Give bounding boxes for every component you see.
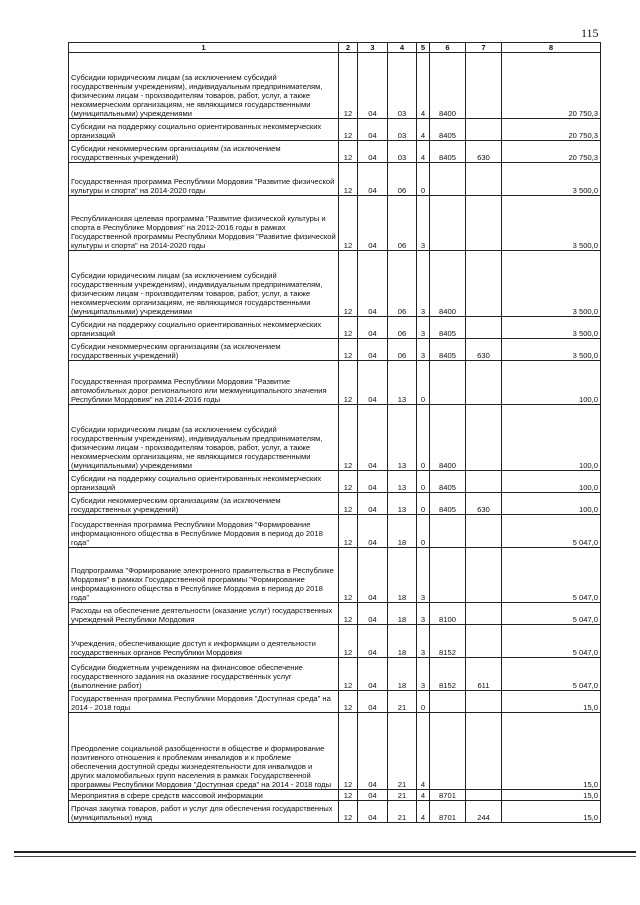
row-name-cell: Подпрограмма "Формирование электронного правительства в Республике Мордовия" в рамках Государственной программы "Формирование информационного общества в Республике Мордовия в период до 2018 года"	[69, 548, 339, 603]
amount-cell: 5 047,0	[502, 625, 601, 658]
row-name-cell: Субсидии юридическим лицам (за исключением субсидий государственным учреждениям), индивидуальным предпринимателям, физическим лицам - производителям товаров, работ, услуг, а также некоммерческим организациям, не являющимся государственными (муниципальными) учреждениями	[69, 53, 339, 119]
row-name-cell: Государственная программа Республики Мордовия "Развитие автомобильных дорог регионального или межмуниципального значения Республики Мордовия" на 2014-2016 годы	[69, 361, 339, 405]
program-code-cell: 13	[388, 361, 417, 405]
section-code-cell: 04	[358, 163, 388, 196]
program-code-cell: 06	[388, 196, 417, 251]
ministry-code-cell: 12	[339, 119, 358, 141]
ministry-code-cell: 12	[339, 317, 358, 339]
ministry-code-cell: 12	[339, 53, 358, 119]
ministry-code-cell: 12	[339, 141, 358, 163]
table-row	[69, 251, 601, 317]
section-code-cell: 04	[358, 691, 388, 713]
amount-cell: 20 750,3	[502, 119, 601, 141]
section-code-cell: 04	[358, 493, 388, 515]
ministry-code-cell: 12	[339, 196, 358, 251]
expense-type-cell	[466, 317, 502, 339]
row-name-cell: Субсидии бюджетным учреждениям на финансовое обеспечение государственного задания на оказание государственных услуг (выполнение работ)	[69, 658, 339, 691]
subprogram-code-cell: 4	[417, 790, 430, 801]
program-code-cell: 18	[388, 515, 417, 548]
amount-cell: 3 500,0	[502, 196, 601, 251]
section-code-cell: 04	[358, 515, 388, 548]
program-code-cell: 21	[388, 691, 417, 713]
ministry-code-cell: 12	[339, 405, 358, 471]
program-code-cell: 13	[388, 471, 417, 493]
item-code-cell	[430, 163, 466, 196]
ministry-code-cell: 12	[339, 603, 358, 625]
item-code-cell	[430, 515, 466, 548]
subprogram-code-cell: 0	[417, 361, 430, 405]
ministry-code-cell: 12	[339, 625, 358, 658]
page-bottom-rule	[14, 851, 636, 853]
section-code-cell: 04	[358, 548, 388, 603]
item-code-cell: 8701	[430, 790, 466, 801]
expense-type-cell	[466, 625, 502, 658]
subprogram-code-cell: 3	[417, 339, 430, 361]
subprogram-code-cell: 4	[417, 119, 430, 141]
ministry-code-cell: 12	[339, 548, 358, 603]
section-code-cell: 04	[358, 625, 388, 658]
column-header: 7	[466, 43, 502, 53]
row-name-cell: Преодоление социальной разобщенности в обществе и формирование позитивного отношения к проблемам инвалидов и к проблеме обеспечения доступной среды жизнедеятельности для инвалидов и других маломобильных групп населения в рамках Государственной программы Республики Мордовия "Доступная среда" на 2014 - 2018 годы	[69, 713, 339, 790]
amount-cell: 100,0	[502, 361, 601, 405]
column-header: 6	[430, 43, 466, 53]
table-row	[69, 339, 601, 361]
expense-type-cell	[466, 515, 502, 548]
table-row	[69, 515, 601, 548]
program-code-cell: 18	[388, 658, 417, 691]
column-header: 2	[339, 43, 358, 53]
section-code-cell: 04	[358, 53, 388, 119]
table-row	[69, 603, 601, 625]
table-row	[69, 119, 601, 141]
program-code-cell: 21	[388, 790, 417, 801]
expense-type-cell: 630	[466, 339, 502, 361]
subprogram-code-cell: 4	[417, 53, 430, 119]
table-row	[69, 493, 601, 515]
item-code-cell: 8152	[430, 658, 466, 691]
amount-cell: 15,0	[502, 801, 601, 823]
item-code-cell: 8405	[430, 317, 466, 339]
ministry-code-cell: 12	[339, 361, 358, 405]
expense-type-cell	[466, 119, 502, 141]
item-code-cell	[430, 196, 466, 251]
program-code-cell: 13	[388, 405, 417, 471]
amount-cell: 5 047,0	[502, 515, 601, 548]
subprogram-code-cell: 4	[417, 141, 430, 163]
table-row	[69, 141, 601, 163]
item-code-cell: 8400	[430, 405, 466, 471]
expense-type-cell: 630	[466, 141, 502, 163]
ministry-code-cell: 12	[339, 251, 358, 317]
subprogram-code-cell: 4	[417, 713, 430, 790]
table-row	[69, 196, 601, 251]
section-code-cell: 04	[358, 405, 388, 471]
column-header: 4	[388, 43, 417, 53]
amount-cell: 15,0	[502, 790, 601, 801]
expense-type-cell	[466, 603, 502, 625]
ministry-code-cell: 12	[339, 801, 358, 823]
expense-type-cell	[466, 361, 502, 405]
ministry-code-cell: 12	[339, 493, 358, 515]
section-code-cell: 04	[358, 603, 388, 625]
section-code-cell: 04	[358, 119, 388, 141]
row-name-cell: Республиканская целевая программа "Развитие физической культуры и спорта в Республике Мордовия" на 2012-2016 годы в рамках Государственной программы Республики Мордовия "Развитие физической культуры и спорта" на 2014-2020 годы	[69, 196, 339, 251]
amount-cell: 15,0	[502, 713, 601, 790]
program-code-cell: 06	[388, 339, 417, 361]
table-row	[69, 163, 601, 196]
subprogram-code-cell: 3	[417, 603, 430, 625]
expense-type-cell: 611	[466, 658, 502, 691]
amount-cell: 20 750,3	[502, 141, 601, 163]
column-header: 1	[69, 43, 339, 53]
expense-type-cell: 630	[466, 493, 502, 515]
ministry-code-cell: 12	[339, 515, 358, 548]
column-header: 8	[502, 43, 601, 53]
row-name-cell: Субсидии на поддержку социально ориентированных некоммерческих организаций	[69, 471, 339, 493]
table-row	[69, 801, 601, 823]
ministry-code-cell: 12	[339, 658, 358, 691]
expense-type-cell	[466, 163, 502, 196]
row-name-cell: Субсидии некоммерческим организациям (за исключением государственных учреждений)	[69, 493, 339, 515]
subprogram-code-cell: 3	[417, 317, 430, 339]
section-code-cell: 04	[358, 251, 388, 317]
row-name-cell: Прочая закупка товаров, работ и услуг для обеспечения государственных (муниципальных) нужд	[69, 801, 339, 823]
column-header: 5	[417, 43, 430, 53]
row-name-cell: Государственная программа Республики Мордовия "Доступная среда" на 2014 - 2018 годы	[69, 691, 339, 713]
column-header: 3	[358, 43, 388, 53]
amount-cell: 3 500,0	[502, 339, 601, 361]
subprogram-code-cell: 0	[417, 471, 430, 493]
ministry-code-cell: 12	[339, 691, 358, 713]
program-code-cell: 21	[388, 713, 417, 790]
row-name-cell: Субсидии некоммерческим организациям (за исключением государственных учреждений)	[69, 339, 339, 361]
section-code-cell: 04	[358, 361, 388, 405]
expense-type-cell	[466, 53, 502, 119]
item-code-cell	[430, 713, 466, 790]
amount-cell: 100,0	[502, 405, 601, 471]
expense-type-cell	[466, 548, 502, 603]
row-name-cell: Мероприятия в сфере средств массовой информации	[69, 790, 339, 801]
section-code-cell: 04	[358, 196, 388, 251]
item-code-cell: 8405	[430, 339, 466, 361]
row-name-cell: Учреждения, обеспечивающие доступ к информации о деятельности государственных органов Республики Мордовия	[69, 625, 339, 658]
program-code-cell: 06	[388, 317, 417, 339]
amount-cell: 100,0	[502, 471, 601, 493]
item-code-cell	[430, 691, 466, 713]
item-code-cell: 8701	[430, 801, 466, 823]
section-code-cell: 04	[358, 339, 388, 361]
item-code-cell: 8405	[430, 141, 466, 163]
amount-cell: 100,0	[502, 493, 601, 515]
row-name-cell: Субсидии юридическим лицам (за исключением субсидий государственным учреждениям), индивидуальным предпринимателям, физическим лицам - производителям товаров, работ, услуг, а также некоммерческим организациям, не являющимся государственными (муниципальными) учреждениями	[69, 251, 339, 317]
subprogram-code-cell: 4	[417, 801, 430, 823]
subprogram-code-cell: 0	[417, 405, 430, 471]
program-code-cell: 18	[388, 603, 417, 625]
page-bottom-rule-thin	[14, 856, 636, 857]
amount-cell: 5 047,0	[502, 548, 601, 603]
program-code-cell: 18	[388, 625, 417, 658]
expense-type-cell	[466, 790, 502, 801]
program-code-cell: 21	[388, 801, 417, 823]
section-code-cell: 04	[358, 801, 388, 823]
table-row	[69, 548, 601, 603]
section-code-cell: 04	[358, 317, 388, 339]
expense-type-cell	[466, 471, 502, 493]
item-code-cell: 8405	[430, 471, 466, 493]
subprogram-code-cell: 3	[417, 196, 430, 251]
expense-type-cell	[466, 196, 502, 251]
amount-cell: 5 047,0	[502, 603, 601, 625]
section-code-cell: 04	[358, 713, 388, 790]
program-code-cell: 06	[388, 251, 417, 317]
table-row	[69, 658, 601, 691]
row-name-cell: Государственная программа Республики Мордовия "Развитие физической культуры и спорта" на 2014-2020 годы	[69, 163, 339, 196]
table-row	[69, 471, 601, 493]
row-name-cell: Субсидии юридическим лицам (за исключением субсидий государственным учреждениям), индивидуальным предпринимателям, физическим лицам - производителям товаров, работ, услуг, а также некоммерческим организациям, не являющимся государственными (муниципальными) учреждениями	[69, 405, 339, 471]
expense-type-cell	[466, 713, 502, 790]
item-code-cell: 8152	[430, 625, 466, 658]
table-row	[69, 790, 601, 801]
table-row	[69, 625, 601, 658]
item-code-cell: 8100	[430, 603, 466, 625]
section-code-cell: 04	[358, 790, 388, 801]
item-code-cell: 8405	[430, 493, 466, 515]
program-code-cell: 18	[388, 548, 417, 603]
subprogram-code-cell: 0	[417, 515, 430, 548]
header-row	[69, 43, 601, 53]
section-code-cell: 04	[358, 658, 388, 691]
item-code-cell: 8400	[430, 53, 466, 119]
section-code-cell: 04	[358, 471, 388, 493]
ministry-code-cell: 12	[339, 163, 358, 196]
subprogram-code-cell: 3	[417, 625, 430, 658]
page-number: 115	[581, 26, 599, 40]
table-row	[69, 713, 601, 790]
amount-cell: 3 500,0	[502, 251, 601, 317]
row-name-cell: Государственная программа Республики Мордовия "Формирование информационного общества в Республике Мордовия в период до 2018 года"	[69, 515, 339, 548]
program-code-cell: 06	[388, 163, 417, 196]
table-row	[69, 317, 601, 339]
expense-type-cell	[466, 251, 502, 317]
subprogram-code-cell: 3	[417, 251, 430, 317]
expense-type-cell	[466, 691, 502, 713]
amount-cell: 3 500,0	[502, 317, 601, 339]
amount-cell: 20 750,3	[502, 53, 601, 119]
subprogram-code-cell: 3	[417, 548, 430, 603]
row-name-cell: Субсидии на поддержку социально ориентированных некоммерческих организаций	[69, 317, 339, 339]
section-code-cell: 04	[358, 141, 388, 163]
item-code-cell	[430, 361, 466, 405]
row-name-cell: Расходы на обеспечение деятельности (оказание услуг) государственных учреждений Республики Мордовия	[69, 603, 339, 625]
item-code-cell: 8405	[430, 119, 466, 141]
program-code-cell: 03	[388, 141, 417, 163]
table-row	[69, 405, 601, 471]
program-code-cell: 03	[388, 53, 417, 119]
subprogram-code-cell: 0	[417, 493, 430, 515]
program-code-cell: 13	[388, 493, 417, 515]
item-code-cell: 8400	[430, 251, 466, 317]
table-row	[69, 361, 601, 405]
table-row	[69, 691, 601, 713]
subprogram-code-cell: 0	[417, 163, 430, 196]
row-name-cell: Субсидии на поддержку социально ориентированных некоммерческих организаций	[69, 119, 339, 141]
ministry-code-cell: 12	[339, 713, 358, 790]
item-code-cell	[430, 548, 466, 603]
program-code-cell: 03	[388, 119, 417, 141]
expense-type-cell: 244	[466, 801, 502, 823]
row-name-cell: Субсидии некоммерческим организациям (за исключением государственных учреждений)	[69, 141, 339, 163]
subprogram-code-cell: 3	[417, 658, 430, 691]
ministry-code-cell: 12	[339, 471, 358, 493]
amount-cell: 15,0	[502, 691, 601, 713]
ministry-code-cell: 12	[339, 790, 358, 801]
amount-cell: 3 500,0	[502, 163, 601, 196]
subprogram-code-cell: 0	[417, 691, 430, 713]
expense-type-cell	[466, 405, 502, 471]
ministry-code-cell: 12	[339, 339, 358, 361]
budget-table	[68, 42, 601, 823]
table-row	[69, 53, 601, 119]
amount-cell: 5 047,0	[502, 658, 601, 691]
